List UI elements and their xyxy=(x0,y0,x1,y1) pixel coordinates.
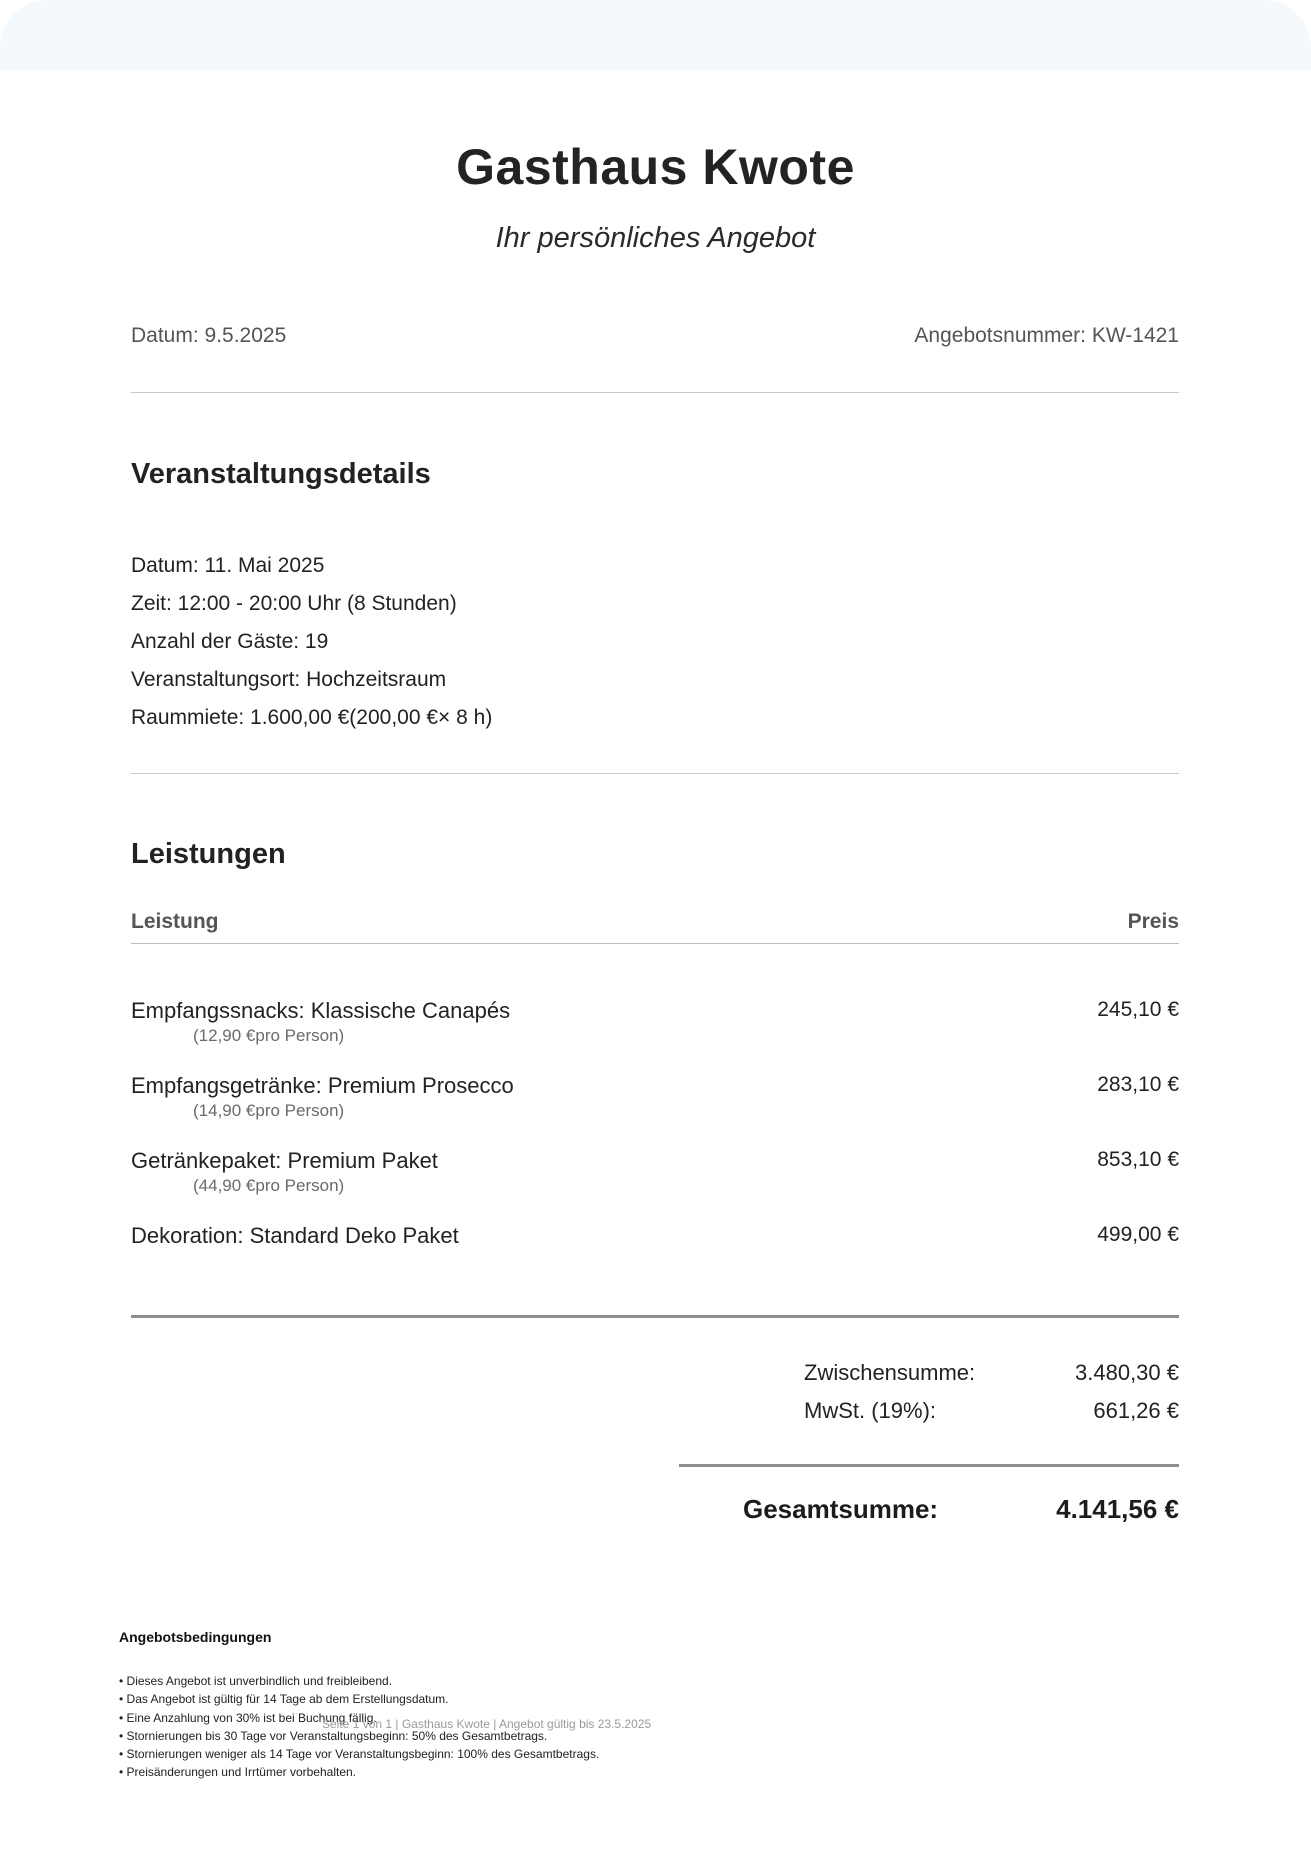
event-room-rent: Raummiete: 1.600,00 €(200,00 €× 8 h) xyxy=(131,706,493,729)
service-name: Getränkepaket: Premium Paket xyxy=(131,1148,438,1173)
service-unit-price: (14,90 €pro Person) xyxy=(193,1101,345,1120)
divider-middle xyxy=(131,773,1179,774)
service-price: 853,10 € xyxy=(1097,1148,1179,1171)
event-guest-count: Anzahl der Gäste: 19 xyxy=(131,630,329,653)
column-header-price: Preis xyxy=(1127,910,1179,933)
event-details-title: Veranstaltungsdetails xyxy=(131,458,431,490)
vat-value: 661,26 € xyxy=(1093,1398,1179,1423)
service-price: 245,10 € xyxy=(1097,998,1179,1021)
terms-item: • Dieses Angebot ist unverbindlich und freibleibend. xyxy=(119,1674,393,1688)
service-unit-price: (12,90 €pro Person) xyxy=(193,1026,345,1045)
event-details xyxy=(131,553,492,743)
event-venue: Veranstaltungsort: Hochzeitsraum xyxy=(131,668,447,691)
terms-item: • Eine Anzahlung von 30% ist bei Buchung fällig. xyxy=(119,1710,377,1725)
document-subtitle: Ihr persönliches Angebot xyxy=(495,222,816,254)
event-date: Datum: 11. Mai 2025 xyxy=(131,554,325,577)
terms-title: Angebotsbedingungen xyxy=(119,1629,272,1645)
vat-label: MwSt. (19%): xyxy=(804,1398,937,1423)
table-header-rule xyxy=(131,943,1179,944)
items-bottom-rule xyxy=(131,1315,1179,1318)
terms-item: • Stornierungen weniger als 14 Tage vor Veranstaltungsbeginn: 100% des Gesamtbetrags. xyxy=(119,1747,600,1762)
grand-total-value: 4.141,56 € xyxy=(1056,1494,1179,1524)
subtotal-label: Zwischensumme: xyxy=(804,1360,976,1385)
services-title: Leistungen xyxy=(131,838,286,870)
service-price: 499,00 € xyxy=(1097,1223,1179,1246)
service-price: 283,10 € xyxy=(1097,1073,1179,1096)
offer-date: Datum: 9.5.2025 xyxy=(131,324,287,347)
top-band xyxy=(0,0,1311,70)
service-name: Empfangsgetränke: Premium Prosecco xyxy=(131,1073,514,1098)
meta-row xyxy=(131,324,1179,348)
event-time: Zeit: 12:00 - 20:00 Uhr (8 Stunden) xyxy=(131,592,457,615)
service-row xyxy=(131,1148,1179,1223)
service-name: Empfangssnacks: Klassische Canapés xyxy=(131,998,511,1023)
service-row xyxy=(131,998,1179,1073)
company-name: Gasthaus Kwote xyxy=(456,139,855,195)
divider-top xyxy=(131,392,1179,393)
service-row xyxy=(131,1073,1179,1148)
terms-item: • Stornierungen bis 30 Tage vor Veranstaltungsbeginn: 50% des Gesamtbetrags. xyxy=(119,1728,548,1743)
subtotal-value: 3.480,30 € xyxy=(1075,1360,1179,1385)
page-footer: Seite 1 von 1 | Gasthaus Kwote | Angebot gültig bis 23.5.2025 xyxy=(322,1717,652,1731)
grand-total-label: Gesamtsumme: xyxy=(743,1494,939,1524)
service-name: Dekoration: Standard Deko Paket xyxy=(131,1223,459,1248)
services-table-header xyxy=(131,910,1179,934)
terms-item: • Preisänderungen und Irrtümer vorbehalten. xyxy=(119,1765,357,1780)
services-list xyxy=(131,998,1179,1298)
service-unit-price: (44,90 €pro Person) xyxy=(193,1176,345,1195)
total-rule xyxy=(679,1464,1179,1467)
column-header-service: Leistung xyxy=(131,910,219,933)
terms-item: • Das Angebot ist gültig für 14 Tage ab dem Erstellungsdatum. xyxy=(119,1692,449,1707)
service-row xyxy=(131,1223,1179,1298)
offer-number: Angebotsnummer: KW-1421 xyxy=(914,324,1179,347)
